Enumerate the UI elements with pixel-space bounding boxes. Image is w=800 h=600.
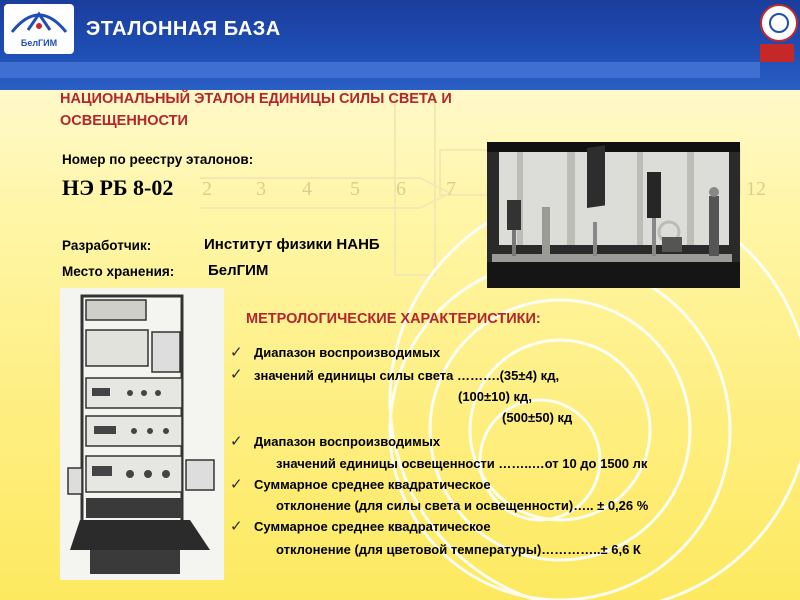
background-number: 12 [746, 178, 766, 200]
storage-label: Место хранения: [62, 264, 175, 279]
logo-text: БелГИМ [20, 38, 58, 48]
red-accent-bar [760, 44, 794, 62]
optical-bench-image [487, 142, 740, 288]
page-title [60, 88, 620, 132]
background-number: 5 [350, 178, 360, 200]
metrology-item1-line4: (500±50) кд [502, 410, 573, 425]
background-number: 6 [396, 178, 406, 200]
optical-bench-photo [487, 142, 740, 288]
equipment-rack-image [60, 288, 224, 580]
developer-label: Разработчик: [62, 238, 152, 253]
registry-number: НЭ РБ 8-02 [62, 175, 174, 200]
checkmark-icon: ✓ [230, 345, 243, 361]
logo [4, 4, 74, 54]
page-title-line2: ОСВЕЩЕННОСТИ [60, 113, 188, 129]
header-bar [0, 0, 800, 90]
metrology-item4-line1: Суммарное среднее квадратическое [254, 519, 491, 534]
metrology-item3-line1: Суммарное среднее квадратическое [254, 477, 491, 492]
metrology-item2-line2: значений единицы освещенности ……..…от 10 до 1500 лк [276, 456, 648, 471]
background-number: 7 [446, 178, 456, 200]
metrology-title: МЕТРОЛОГИЧЕСКИЕ ХАРАКТЕРИСТИКИ: [246, 311, 541, 327]
storage-value: БелГИМ [208, 262, 269, 279]
metrology-item4-line2: отклонение (для цветовой температуры)…………..± 6,6 К [276, 542, 641, 557]
logo-mark-icon [4, 4, 74, 38]
background-number: 2 [202, 178, 212, 200]
metrology-item2-line1: Диапазон воспроизводимых [254, 434, 441, 449]
developer-value: Институт физики НАНБ [204, 236, 380, 253]
metrology-item1-line3: (100±10) кд, [458, 389, 532, 404]
header-title: ЭТАЛОННАЯ БАЗА [86, 18, 281, 40]
metrology-item1-line2: значений единицы силы света ……….(35±4) кд, [254, 368, 560, 383]
seal-icon [760, 4, 798, 42]
metrology-item3-line2: отклонение (для силы света и освещенности)….. ± 0,26 % [276, 498, 649, 513]
registry-label: Номер по реестру эталонов: [62, 152, 254, 167]
checkmark-icon: ✓ [230, 477, 243, 493]
equipment-rack-photo [60, 288, 224, 580]
background-number: 4 [302, 178, 312, 200]
checkmark-icon: ✓ [230, 434, 243, 450]
page-title-line1: НАЦИОНАЛЬНЫЙ ЭТАЛОН ЕДИНИЦЫ СИЛЫ СВЕТА И [60, 91, 452, 107]
checkmark-icon: ✓ [230, 519, 243, 535]
checkmark-icon: ✓ [230, 367, 243, 383]
background-number: 3 [256, 178, 266, 200]
header-stripe [0, 62, 760, 78]
metrology-item1-line1: Диапазон воспроизводимых [254, 345, 441, 360]
